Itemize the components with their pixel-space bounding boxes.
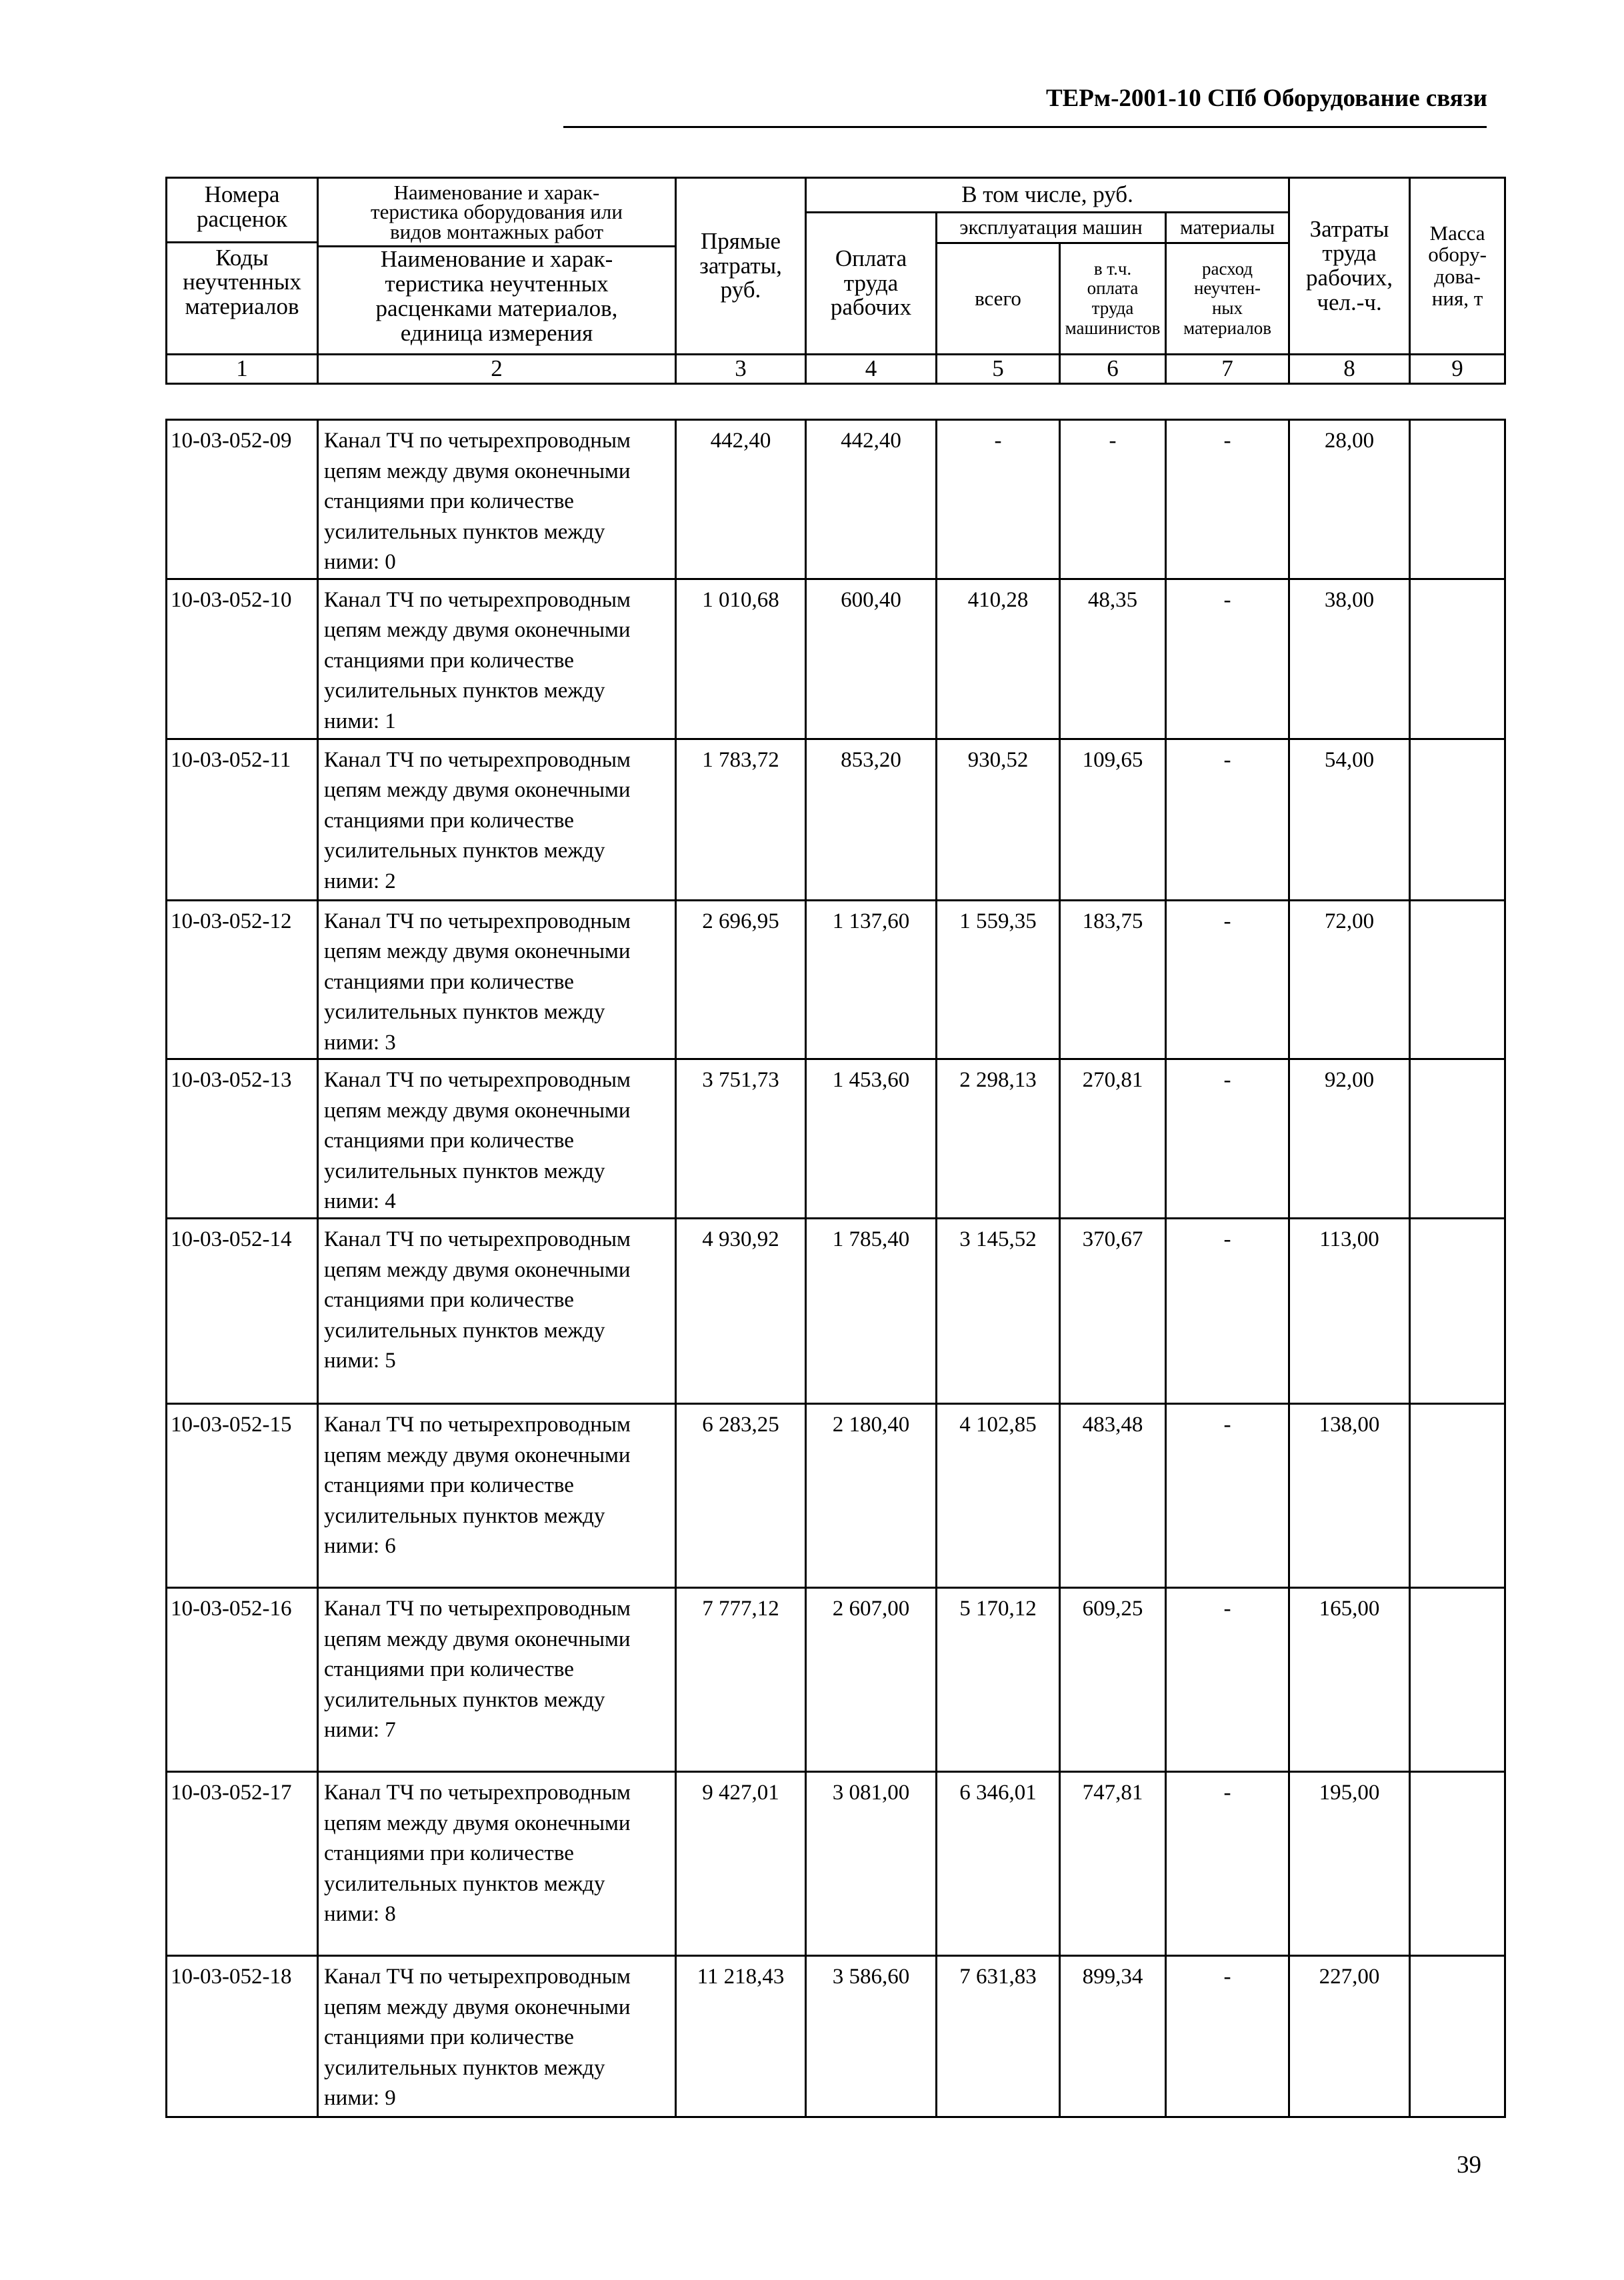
- unaccounted-materials-cell: -: [1166, 420, 1289, 579]
- header-material-name: Наименование и харак- теристика неучтенных расценками материалов, единица измерения: [375, 246, 618, 346]
- page-number: 39: [1457, 2151, 1481, 2179]
- machines-total-cell: 930,52: [937, 739, 1060, 900]
- column-number: 5: [937, 355, 1060, 384]
- column-number: 7: [1166, 355, 1289, 384]
- header-unaccounted-materials: расход неучтен- ных материалов: [1166, 243, 1289, 355]
- header-equipment-mass: Масса обору- дова- ния, т: [1410, 178, 1505, 355]
- document-running-title: ТЕРм-2001-10 СПб Оборудование связи: [1045, 85, 1487, 112]
- table-row: [167, 1587, 1505, 1771]
- labor-hours-cell: 138,00: [1289, 1403, 1410, 1587]
- worker-pay-cell: 1 137,60: [806, 900, 937, 1059]
- equipment-mass-cell: [1410, 900, 1505, 1059]
- rate-code-cell: 10-03-052-10: [167, 579, 318, 739]
- machines-total-cell: 2 298,13: [937, 1059, 1060, 1219]
- rate-code-cell: 10-03-052-12: [167, 900, 318, 1059]
- labor-hours-cell: 72,00: [1289, 900, 1410, 1059]
- equipment-mass-cell: [1410, 739, 1505, 900]
- worker-pay-cell: 3 586,60: [806, 1955, 937, 2117]
- operator-pay-cell: 899,34: [1060, 1955, 1166, 2117]
- worker-pay-cell: 2 607,00: [806, 1587, 937, 1771]
- rates-table: [165, 419, 1506, 2118]
- work-name-cell: Канал ТЧ по четырехпроводным цепям между двумя оконечными станциями при количестве усилительных пунктов между ними: 8: [318, 1771, 676, 1955]
- table-row: [167, 420, 1505, 579]
- labor-hours-cell: 54,00: [1289, 739, 1410, 900]
- rate-code-cell: 10-03-052-14: [167, 1218, 318, 1403]
- work-name-cell: Канал ТЧ по четырехпроводным цепям между двумя оконечными станциями при количестве усилительных пунктов между ними: 2: [318, 739, 676, 900]
- direct-costs-cell: 7 777,12: [676, 1587, 806, 1771]
- worker-pay-cell: 3 081,00: [806, 1771, 937, 1955]
- unaccounted-materials-cell: -: [1166, 1218, 1289, 1403]
- header-col1: [167, 178, 318, 355]
- operator-pay-cell: 270,81: [1060, 1059, 1166, 1219]
- direct-costs-cell: 4 930,92: [676, 1218, 806, 1403]
- unaccounted-materials-cell: -: [1166, 579, 1289, 739]
- worker-pay-cell: 1 785,40: [806, 1218, 937, 1403]
- worker-pay-cell: 853,20: [806, 739, 937, 900]
- operator-pay-cell: 183,75: [1060, 900, 1166, 1059]
- labor-hours-cell: 113,00: [1289, 1218, 1410, 1403]
- direct-costs-cell: 1 010,68: [676, 579, 806, 739]
- direct-costs-cell: 442,40: [676, 420, 806, 579]
- unaccounted-materials-cell: -: [1166, 1955, 1289, 2117]
- labor-hours-cell: 38,00: [1289, 579, 1410, 739]
- table-row: [167, 1955, 1505, 2117]
- rate-code-cell: 10-03-052-13: [167, 1059, 318, 1219]
- header-work-name: Наименование и харак- теристика оборудования или видов монтажных работ: [371, 181, 623, 243]
- machines-total-cell: 6 346,01: [937, 1771, 1060, 1955]
- table-row: [167, 1059, 1505, 1219]
- work-name-cell: Канал ТЧ по четырехпроводным цепям между двумя оконечными станциями при количестве усилительных пунктов между ними: 6: [318, 1403, 676, 1587]
- header-col2: [318, 178, 676, 355]
- header-including-group: В том числе, руб.: [806, 178, 1289, 213]
- unaccounted-materials-cell: -: [1166, 739, 1289, 900]
- rate-code-cell: 10-03-052-17: [167, 1771, 318, 1955]
- operator-pay-cell: 48,35: [1060, 579, 1166, 739]
- labor-hours-cell: 195,00: [1289, 1771, 1410, 1955]
- labor-hours-cell: 28,00: [1289, 420, 1410, 579]
- machines-total-cell: 7 631,83: [937, 1955, 1060, 2117]
- header-labor-hours: Затраты труда рабочих, чел.-ч.: [1289, 178, 1410, 355]
- work-name-cell: Канал ТЧ по четырехпроводным цепям между двумя оконечными станциями при количестве усилительных пунктов между ними: 5: [318, 1218, 676, 1403]
- machines-total-cell: -: [937, 420, 1060, 579]
- machines-total-cell: 3 145,52: [937, 1218, 1060, 1403]
- operator-pay-cell: 370,67: [1060, 1218, 1166, 1403]
- machines-total-cell: 410,28: [937, 579, 1060, 739]
- machines-total-cell: 5 170,12: [937, 1587, 1060, 1771]
- unaccounted-materials-cell: -: [1166, 1403, 1289, 1587]
- equipment-mass-cell: [1410, 1955, 1505, 2117]
- worker-pay-cell: 442,40: [806, 420, 937, 579]
- work-name-cell: Канал ТЧ по четырехпроводным цепям между двумя оконечными станциями при количестве усилительных пунктов между ними: 0: [318, 420, 676, 579]
- direct-costs-cell: 6 283,25: [676, 1403, 806, 1587]
- direct-costs-cell: 2 696,95: [676, 900, 806, 1059]
- table-row: [167, 579, 1505, 739]
- column-number: 1: [167, 355, 318, 384]
- direct-costs-cell: 1 783,72: [676, 739, 806, 900]
- header-rate-numbers: Номера расценок: [196, 181, 288, 232]
- header-machines-total: всего: [937, 243, 1060, 355]
- header-worker-pay: Оплата труда рабочих: [806, 213, 937, 355]
- table-row: [167, 1218, 1505, 1403]
- operator-pay-cell: 747,81: [1060, 1771, 1166, 1955]
- worker-pay-cell: 2 180,40: [806, 1403, 937, 1587]
- direct-costs-cell: 9 427,01: [676, 1771, 806, 1955]
- header-operator-pay: в т.ч. оплата труда машинистов: [1060, 243, 1166, 355]
- operator-pay-cell: 109,65: [1060, 739, 1166, 900]
- labor-hours-cell: 92,00: [1289, 1059, 1410, 1219]
- unaccounted-materials-cell: -: [1166, 1587, 1289, 1771]
- rate-code-cell: 10-03-052-11: [167, 739, 318, 900]
- machines-total-cell: 4 102,85: [937, 1403, 1060, 1587]
- unaccounted-materials-cell: -: [1166, 1771, 1289, 1955]
- column-number: 4: [806, 355, 937, 384]
- equipment-mass-cell: [1410, 1403, 1505, 1587]
- column-number: 9: [1410, 355, 1505, 384]
- worker-pay-cell: 1 453,60: [806, 1059, 937, 1219]
- work-name-cell: Канал ТЧ по четырехпроводным цепям между двумя оконечными станциями при количестве усилительных пунктов между ними: 1: [318, 579, 676, 739]
- table-header: [165, 177, 1506, 385]
- direct-costs-cell: 3 751,73: [676, 1059, 806, 1219]
- rate-code-cell: 10-03-052-18: [167, 1955, 318, 2117]
- header-materials-group: материалы: [1166, 213, 1289, 243]
- work-name-cell: Канал ТЧ по четырехпроводным цепям между двумя оконечными станциями при количестве усилительных пунктов между ними: 9: [318, 1955, 676, 2117]
- equipment-mass-cell: [1410, 1218, 1505, 1403]
- table-row: [167, 900, 1505, 1059]
- table-row: [167, 1771, 1505, 1955]
- operator-pay-cell: 609,25: [1060, 1587, 1166, 1771]
- labor-hours-cell: 165,00: [1289, 1587, 1410, 1771]
- work-name-cell: Канал ТЧ по четырехпроводным цепям между двумя оконечными станциями при количестве усилительных пунктов между ними: 4: [318, 1059, 676, 1219]
- worker-pay-cell: 600,40: [806, 579, 937, 739]
- direct-costs-cell: 11 218,43: [676, 1955, 806, 2117]
- machines-total-cell: 1 559,35: [937, 900, 1060, 1059]
- equipment-mass-cell: [1410, 579, 1505, 739]
- labor-hours-cell: 227,00: [1289, 1955, 1410, 2117]
- rate-code-cell: 10-03-052-09: [167, 420, 318, 579]
- work-name-cell: Канал ТЧ по четырехпроводным цепям между двумя оконечными станциями при количестве усилительных пунктов между ними: 7: [318, 1587, 676, 1771]
- rate-code-cell: 10-03-052-16: [167, 1587, 318, 1771]
- equipment-mass-cell: [1410, 1059, 1505, 1219]
- header-column-numbers: [167, 355, 1505, 384]
- column-number: 8: [1289, 355, 1410, 384]
- column-number: 2: [318, 355, 676, 384]
- work-name-cell: Канал ТЧ по четырехпроводным цепям между двумя оконечными станциями при количестве усилительных пунктов между ними: 3: [318, 900, 676, 1059]
- operator-pay-cell: 483,48: [1060, 1403, 1166, 1587]
- header-direct-costs: Прямые затраты, руб.: [676, 178, 806, 355]
- equipment-mass-cell: [1410, 420, 1505, 579]
- column-number: 3: [676, 355, 806, 384]
- header-material-codes: Коды неучтенных материалов: [183, 244, 301, 319]
- table-row: [167, 739, 1505, 900]
- rate-code-cell: 10-03-052-15: [167, 1403, 318, 1587]
- equipment-mass-cell: [1410, 1587, 1505, 1771]
- unaccounted-materials-cell: -: [1166, 1059, 1289, 1219]
- header-machines-group: эксплуатация машин: [937, 213, 1166, 243]
- unaccounted-materials-cell: -: [1166, 900, 1289, 1059]
- table-row: [167, 1403, 1505, 1587]
- title-rule: [563, 126, 1487, 128]
- operator-pay-cell: -: [1060, 420, 1166, 579]
- equipment-mass-cell: [1410, 1771, 1505, 1955]
- column-number: 6: [1060, 355, 1166, 384]
